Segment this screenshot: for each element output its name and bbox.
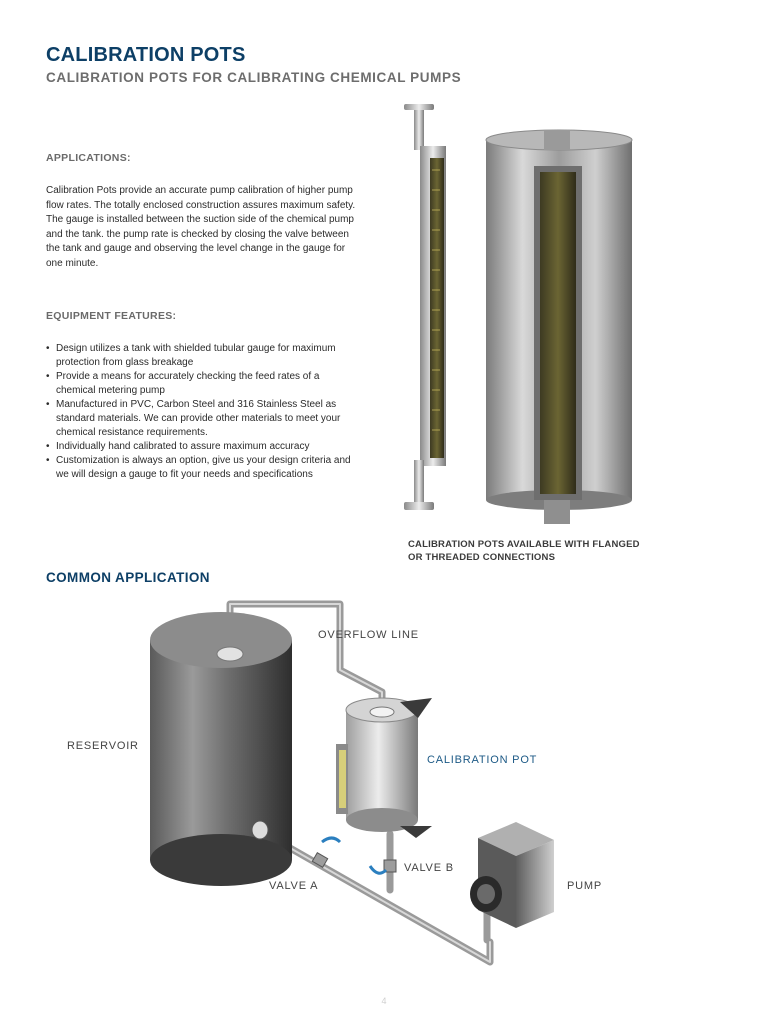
common-application-diagram	[40, 590, 740, 980]
overflow-line-label: OVERFLOW LINE	[318, 629, 419, 641]
feature-item: • Design utilizes a tank with shielded tubular gauge for maximum protection from glass breakage	[46, 342, 358, 370]
common-application-heading: COMMON APPLICATION	[46, 570, 210, 585]
feature-item: • Manufactured in PVC, Carbon Steel and 316 Stainless Steel as standard materials. We can provide other materials to meet your chemical resistance requirements.	[46, 398, 358, 440]
page-number: 4	[381, 996, 387, 1006]
applications-body: Calibration Pots provide an accurate pump calibration of higher pump flow rates. The totally enclosed construction assures maximum safety. The gauge is installed between the suction side of the chemical pump and the tank. the pump rate is checked by closing the valve between the tank and gauge and observing the level change in the gauge for one minute.	[46, 185, 356, 269]
feature-item: • Provide a means for accurately checking the feed rates of a chemical metering pump	[46, 370, 358, 398]
narrow-gauge-icon	[404, 104, 446, 510]
pump-label: PUMP	[567, 880, 602, 892]
reservoir-label: RESERVOIR	[67, 740, 139, 752]
features-heading: EQUIPMENT FEATURES:	[46, 310, 177, 322]
calibration-pot-icon	[336, 698, 432, 838]
feature-item: • Customization is always an option, give us your design criteria and we will design a gauge to fit your needs and specifications	[46, 454, 358, 482]
calibration-pots-photo	[398, 100, 648, 530]
features-list	[46, 342, 358, 482]
valve-b-icon	[370, 860, 396, 873]
page-subtitle: CALIBRATION POTS FOR CALIBRATING CHEMICAL PUMPS	[46, 70, 462, 85]
feature-item: • Individually hand calibrated to assure maximum accuracy	[46, 440, 358, 454]
applications-heading: APPLICATIONS:	[46, 152, 131, 164]
photo-caption: CALIBRATION POTS AVAILABLE WITH FLANGED OR THREADED CONNECTIONS	[408, 539, 640, 563]
valve-a-label: VALVE A	[269, 880, 319, 892]
reservoir-tank-icon	[150, 612, 292, 886]
pump-icon	[470, 822, 554, 928]
calibration-pot-label: CALIBRATION POT	[427, 754, 538, 766]
valve-a-icon	[312, 838, 340, 867]
valve-b-label: VALVE B	[404, 862, 454, 874]
page-title: CALIBRATION POTS	[46, 44, 246, 66]
large-tank-icon	[486, 130, 632, 524]
